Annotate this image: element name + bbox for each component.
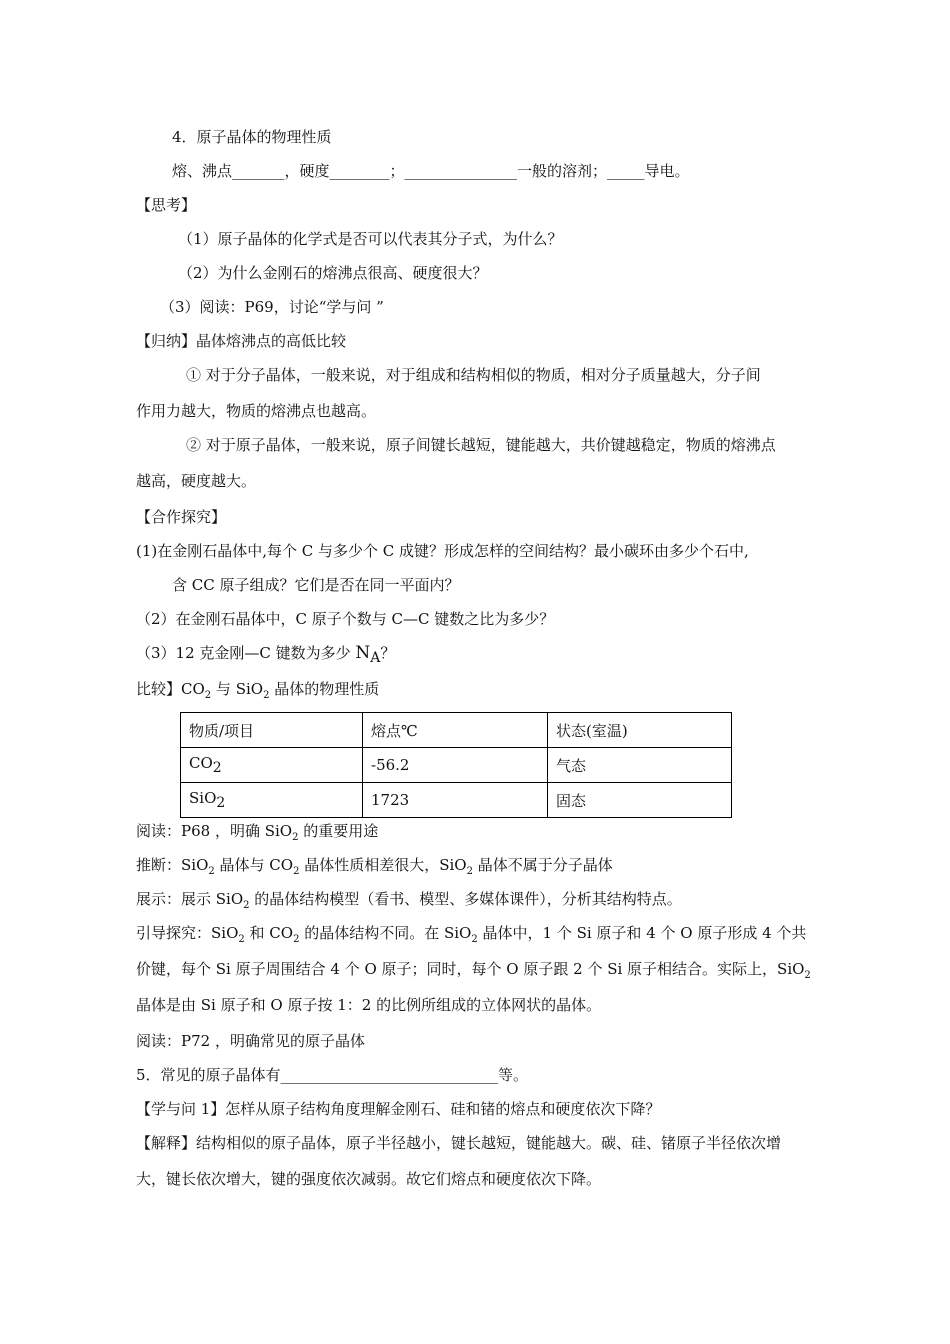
header-melting-point: 熔点℃ [363,713,548,748]
cell-melting-point: 1723 [363,783,548,818]
think-question-3: （3）阅读：P69，讨论“学与问 ” [160,298,384,316]
table-row [181,748,732,783]
guided-exploration-line-3: 晶体是由 Si 原子和 O 原子按 1：2 的比例所组成的立体网状的晶体。 [136,996,602,1014]
summary-title: 【归纳】晶体熔沸点的高低比较 [136,332,347,350]
cell-state: 固态 [548,783,732,818]
header-state: 状态(室温) [548,713,732,748]
coop-question-3: （3）12 克金刚—C 键数为多少 $N_A$？ [136,643,396,666]
section-5-fill-line: 5．常见的原子晶体有_____________________________等。 [136,1066,529,1084]
think-question-1: （1）原子晶体的化学式是否可以代表其分子式，为什么？ [178,230,563,248]
think-label: 【思考】 [136,196,197,214]
display-line: 展示：展示 SiO$_2$ 的晶体结构模型（看书、模型、多媒体课件），分析其结构特点。 [136,890,682,911]
inference-line: 推断：SiO$_2$ 晶体与 $CO_2$ 晶体性质相差很大，SiO$_2$ 晶体不属于分子晶体 [136,856,613,877]
summary-point-1-line-1: ① 对于分子晶体，一般来说，对于组成和结构相似的物质，相对分子质量越大，分子间 [186,366,761,384]
table-row [181,783,732,818]
coop-question-1-line-1: (1)在金刚石晶体中,每个 C 与多少个 C 成键？形成怎样的空间结构？最小碳环由多少个石中, [136,542,749,560]
cooperation-label: 【合作探究】 [136,508,227,526]
cell-substance: $CO_2$ [181,748,363,783]
guided-exploration-line-1: 引导探究：SiO$_2$ 和 $CO_2$ 的晶体结构不同。在 SiO$_2$ 晶体中，1 个 Si 原子和 4 个 O 原子形成 4 个共 [136,924,807,945]
guided-exploration-line-2: 价键，每个 Si 原子周围结合 4 个 O 原子；同时，每个 O 原子跟 2 个 Si 原子相结合。实际上，SiO$_2$ [136,960,811,981]
think-question-2: （2）为什么金刚石的熔沸点很高、硬度很大？ [178,264,488,282]
cell-substance: SiO$_2$ [181,783,363,818]
summary-point-2-line-2: 越高，硬度越大。 [136,472,257,490]
table-header-row [181,713,732,748]
explanation-line-1: 【解释】结构相似的原子晶体，原子半径越小，键长越短，键能越大。碳、硅、锗原子半径依次增 [136,1134,782,1152]
cell-state: 气态 [548,748,732,783]
explanation-line-2: 大，键长依次增大，键的强度依次减弱。故它们熔点和硬度依次下降。 [136,1170,602,1188]
coop-question-2: （2）在金刚石晶体中，C 原子个数与 C—C 键数之比为多少？ [136,610,555,628]
comparison-table [180,712,732,818]
cell-melting-point: -56.2 [363,748,548,783]
reading-p72: 阅读：P72 ，明确常见的原子晶体 [136,1032,365,1050]
coop-question-1-line-2: 含 CC 原子组成？它们是否在同一平面内？ [172,576,460,594]
reading-p68: 阅读：P68 ，明确 SiO$_2$ 的重要用途 [136,822,379,843]
compare-title: 比较】$CO_2$ 与 SiO$_2$ 晶体的物理性质 [136,680,380,701]
section-4-heading: 4．原子晶体的物理性质 [172,128,332,146]
study-question-1: 【学与问 1】怎样从原子结构角度理解金刚石、硅和锗的熔点和硬度依次下降？ [136,1100,661,1118]
physical-properties-fill-line: 熔、沸点_______，硬度________；_______________一般的溶剂；_____导电。 [172,162,690,180]
summary-point-1-line-2: 作用力越大，物质的熔沸点也越高。 [136,402,377,420]
summary-point-2-line-1: ② 对于原子晶体，一般来说，原子间键长越短，键能越大，共价键越稳定，物质的熔沸点 [186,436,776,454]
header-substance: 物质/项目 [181,713,363,748]
